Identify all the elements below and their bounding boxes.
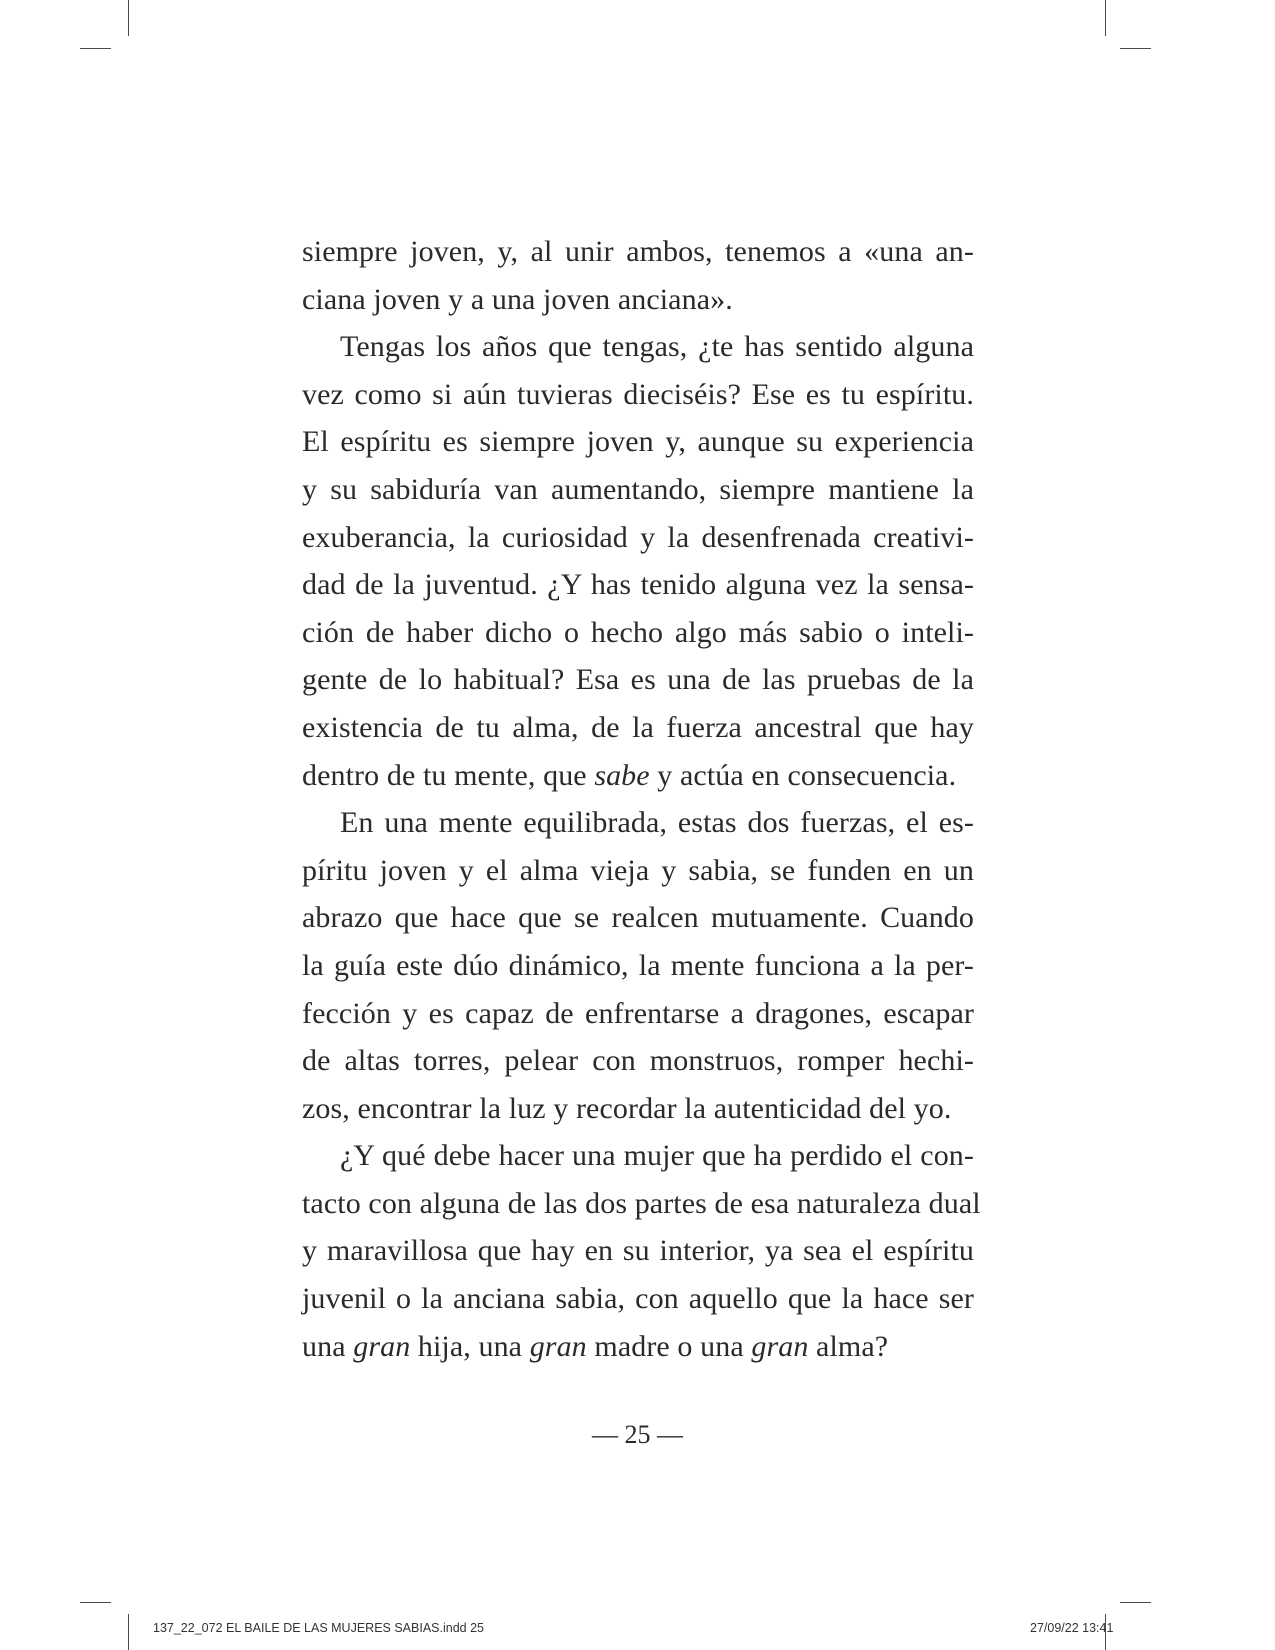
text-line — [302, 609, 974, 657]
crop-mark-bottom-right-horizontal — [1120, 1602, 1151, 1603]
text-line — [302, 1132, 974, 1180]
text-run: En una mente equilibrada, estas dos fuerzas, el es- — [340, 806, 974, 840]
crop-mark-bottom-left-horizontal — [80, 1602, 111, 1603]
text-run: abrazo que hace que se realcen mutuamente. Cuando — [302, 901, 974, 935]
text-run: fección y es capaz de enfrentarse a dragones, escapar — [302, 996, 974, 1030]
text-run: hija, una — [410, 1329, 530, 1363]
text-run: la guía este dúo dinámico, la mente funciona a la per- — [302, 948, 974, 982]
text-line — [302, 466, 974, 514]
text-line — [302, 942, 974, 990]
body-text — [302, 228, 981, 1370]
text-run: píritu joven y el alma vieja y sabia, se funden en un — [302, 853, 974, 887]
paragraph — [302, 228, 974, 323]
text-run: y su sabiduría van aumentando, siempre mantiene la — [302, 472, 974, 506]
page-number: — 25 — — [592, 1420, 683, 1449]
text-run: una — [302, 1329, 354, 1363]
text-line — [302, 514, 974, 562]
text-line — [302, 1180, 981, 1228]
paragraph — [302, 1132, 981, 1370]
text-run: ción de haber dicho o hecho algo más sabio o inteli- — [302, 615, 974, 649]
text-line — [302, 1085, 974, 1133]
crop-mark-top-right-horizontal — [1120, 48, 1151, 49]
text-line — [302, 418, 974, 466]
text-line — [302, 799, 974, 847]
crop-mark-top-left-vertical — [128, 0, 129, 36]
text-line — [302, 561, 974, 609]
text-run: y actúa en consecuencia. — [649, 758, 957, 792]
text-run: Tengas los años que tengas, ¿te has sentido alguna — [340, 330, 974, 364]
emphasis: gran — [353, 1329, 411, 1363]
text-line — [302, 371, 974, 419]
text-line — [302, 656, 974, 704]
text-run: vez como si aún tuvieras dieciséis? Ese es tu espíritu. — [302, 377, 974, 411]
text-line — [302, 847, 974, 895]
text-line — [302, 894, 974, 942]
text-run: gente de lo habitual? Esa es una de las pruebas de la — [302, 663, 974, 697]
text-line — [302, 276, 974, 324]
text-line — [302, 752, 974, 800]
slug-timestamp: 27/09/22 13:41 — [1030, 1621, 1114, 1635]
text-run: alma? — [808, 1329, 889, 1363]
text-run: de altas torres, pelear con monstruos, romper hechi- — [302, 1044, 974, 1078]
text-run: y maravillosa que hay en su interior, ya sea el espíritu — [302, 1234, 974, 1268]
crop-mark-top-right-vertical — [1105, 0, 1106, 36]
emphasis: gran — [529, 1329, 587, 1363]
text-run: dad de la juventud. ¿Y has tenido alguna vez la sensa- — [302, 568, 974, 602]
text-run: zos, encontrar la luz y recordar la autenticidad del yo. — [302, 1091, 952, 1125]
text-line — [302, 1037, 974, 1085]
text-run: tacto con alguna de las dos partes de esa naturaleza dual — [302, 1186, 981, 1220]
text-line — [302, 228, 974, 276]
text-line — [302, 1275, 974, 1323]
text-run: juvenil o la anciana sabia, con aquello que la hace ser — [302, 1282, 974, 1316]
slug-filename: 137_22_072 EL BAILE DE LAS MUJERES SABIAS.indd 25 — [153, 1621, 484, 1635]
crop-mark-bottom-left-vertical — [128, 1614, 129, 1650]
text-run: ¿Y qué debe hacer una mujer que ha perdido el con- — [340, 1139, 974, 1173]
text-line — [302, 1227, 974, 1275]
emphasis: sabe — [594, 758, 650, 792]
text-line — [302, 990, 974, 1038]
text-run: madre o una — [586, 1329, 752, 1363]
paragraph — [302, 799, 974, 1132]
text-run: ciana joven y a una joven anciana». — [302, 282, 733, 316]
text-run: siempre joven, y, al unir ambos, tenemos a «una an- — [302, 235, 974, 268]
text-line — [302, 1323, 974, 1371]
crop-mark-top-left-horizontal — [80, 48, 111, 49]
text-run: El espíritu es siempre joven y, aunque su experiencia — [302, 425, 974, 459]
paragraph — [302, 323, 974, 799]
text-run: existencia de tu alma, de la fuerza ancestral que hay — [302, 710, 974, 744]
text-line — [302, 323, 974, 371]
text-run: exuberancia, la curiosidad y la desenfrenada creativi- — [302, 520, 974, 554]
text-run: dentro de tu mente, que — [302, 758, 595, 792]
emphasis: gran — [751, 1329, 809, 1363]
text-line — [302, 704, 974, 752]
